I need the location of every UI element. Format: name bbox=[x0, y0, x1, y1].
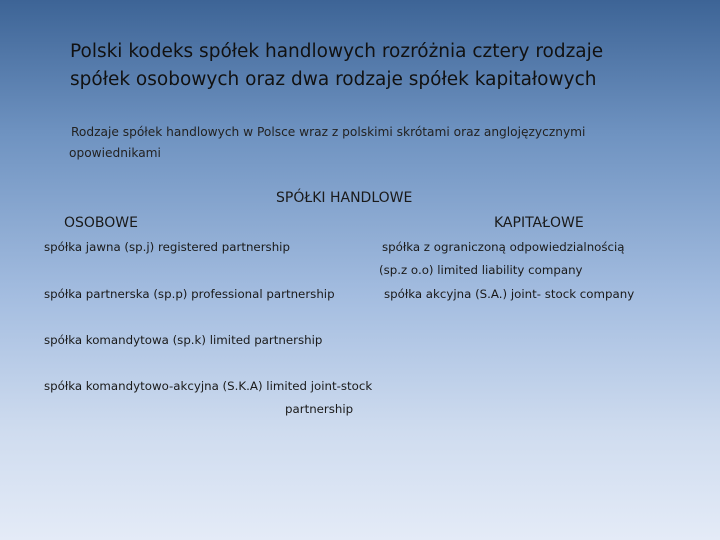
osobowe-item-spolka-partnerska: spółka partnerska (sp.p) professional partnership bbox=[44, 287, 335, 301]
osobowe-item-spolka-komandytowa: spółka komandytowa (sp.k) limited partnership bbox=[44, 333, 323, 347]
kapitalowe-item-spolka-zoo: spółka z ograniczoną odpowiedzialnością bbox=[382, 240, 625, 254]
osobowe-item-spolka-jawna: spółka jawna (sp.j) registered partnership bbox=[44, 240, 290, 254]
kapitalowe-item-spolka-akcyjna: spółka akcyjna (S.A.) joint- stock company bbox=[384, 287, 635, 301]
osobowe-heading: OSOBOWE bbox=[64, 215, 138, 231]
slide-title bbox=[70, 38, 603, 94]
slide-title-line-1: Polski kodeks spółek handlowych rozróżnia cztery rodzaje bbox=[70, 41, 604, 62]
osobowe-item-spolka-komandytowo-akcyjna-cont: partnership bbox=[285, 402, 354, 416]
slide-subtitle-line-2: opowiednikami bbox=[69, 146, 161, 160]
slide-subtitle bbox=[71, 122, 585, 164]
slide-title-line-2: spółek osobowych oraz dwa rodzaje spółek kapitałowych bbox=[70, 69, 597, 90]
slide-subtitle-line-1: Rodzaje spółek handlowych w Polsce wraz z polskimi skrótami oraz anglojęzycznymi bbox=[71, 125, 586, 139]
kapitalowe-item-spolka-zoo-cont: (sp.z o.o) limited liability company bbox=[379, 263, 583, 277]
kapitalowe-heading: KAPITAŁOWE bbox=[494, 215, 584, 231]
main-heading: SPÓŁKI HANDLOWE bbox=[276, 190, 413, 206]
osobowe-item-spolka-komandytowo-akcyjna: spółka komandytowo-akcyjna (S.K.A) limited joint-stock bbox=[44, 379, 373, 393]
